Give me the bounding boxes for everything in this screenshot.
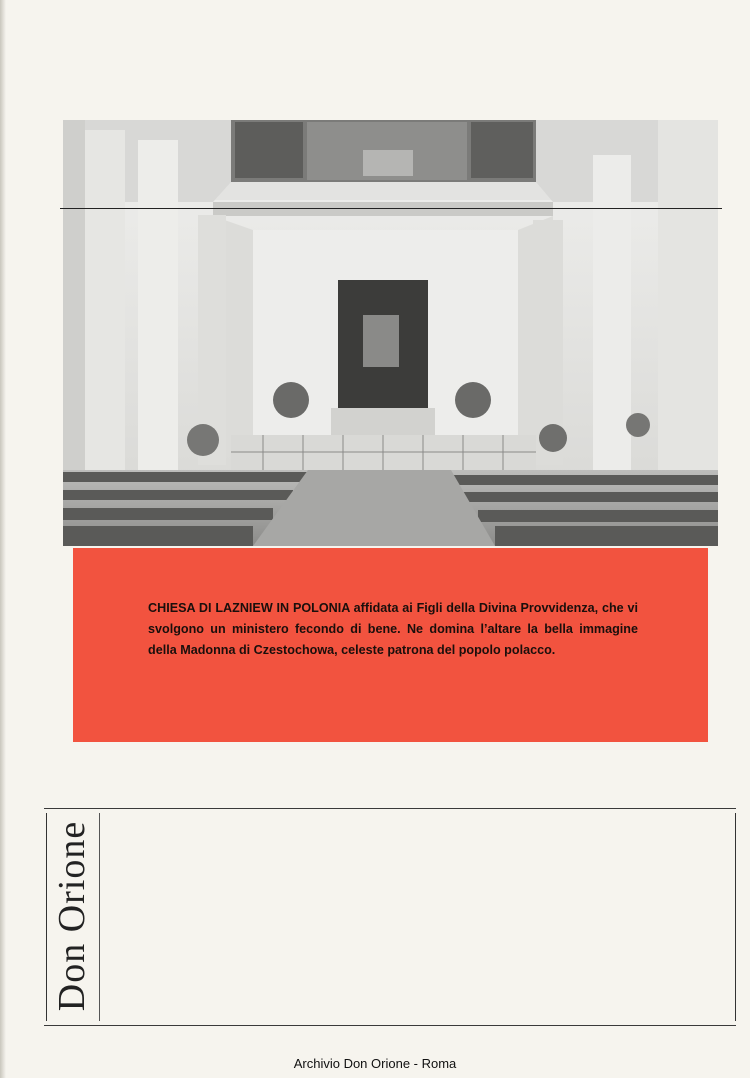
- photo-caption: [148, 598, 638, 661]
- masthead-title: Don Orione: [51, 820, 93, 1012]
- masthead-left-border: [46, 813, 47, 1021]
- caption-lead: CHIESA DI LAZNIEW IN POLONIA: [148, 601, 350, 615]
- horizontal-rule: [60, 208, 722, 209]
- church-interior-photo: [63, 120, 718, 546]
- archive-footer: Archivio Don Orione - Roma: [293, 1056, 457, 1071]
- masthead-right-border: [735, 813, 736, 1021]
- masthead-divider: [99, 813, 100, 1021]
- caption-band: [73, 548, 708, 742]
- caption-body: affidata ai Figli della Divina Provvidenza, che vi svolgono un ministero fecondo di bene. Ne domina l’altare la bella immagine della Madonna di Czestochowa, celeste patrona del popolo polacco.: [148, 601, 638, 657]
- page-edge-shadow: [0, 0, 6, 1078]
- masthead-box: [44, 808, 736, 1026]
